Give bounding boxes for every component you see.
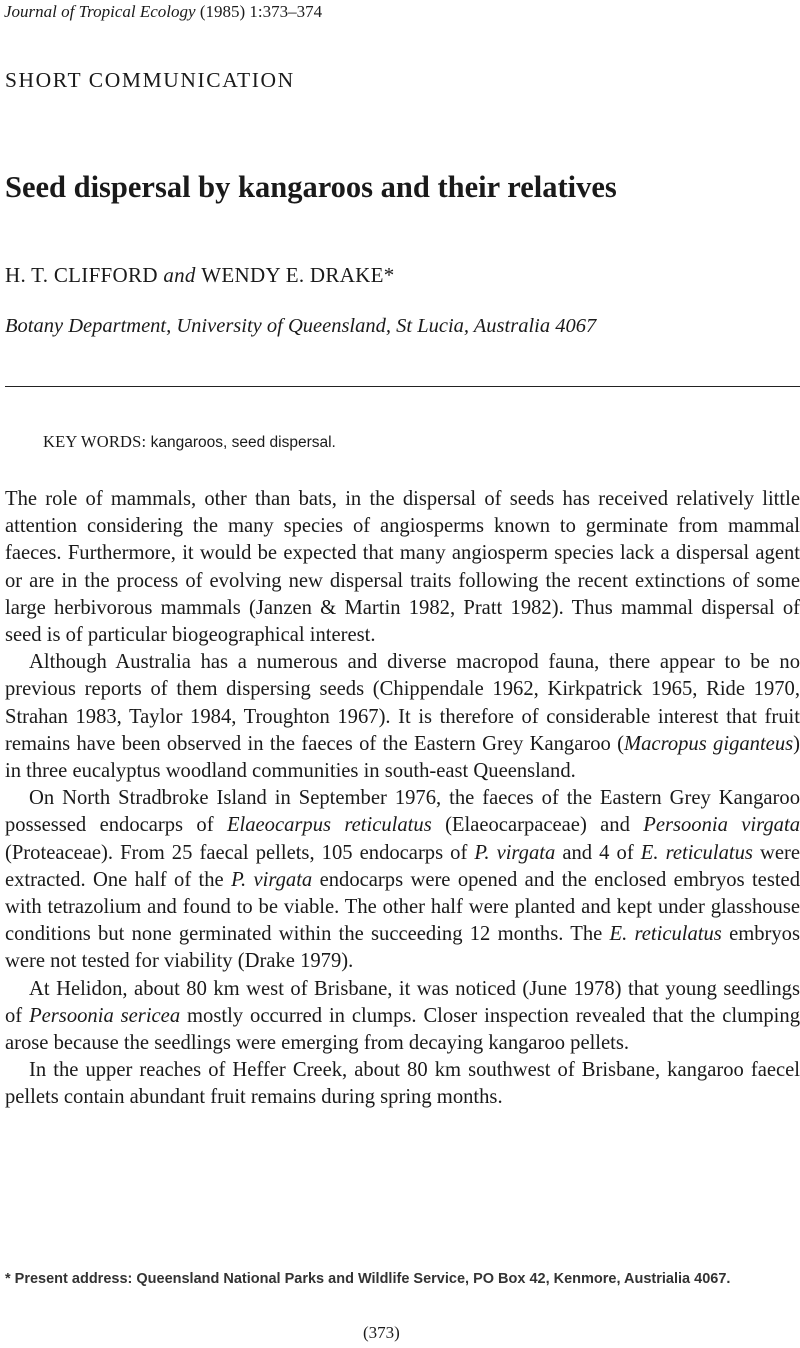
journal-citation [4,2,322,22]
page-number: (373) [363,1323,400,1342]
species-name: P. virgata [231,868,313,891]
paragraph-3-text-g: embryos were not tested for viability (Drake 1979). [5,923,800,973]
species-name: Persoonia sericea [29,1004,181,1027]
paragraph-4-text-a: At Helidon, about 80 km west of Brisbane, it was noticed (June 1978) that young seedlings of [5,977,800,1027]
paragraph-5: In the upper reaches of Heffer Creek, about 80 km southwest of Brisbane, kangaroo faecel pellets contain abundant fruit remains during spring months. [5,1059,800,1109]
author-2: WENDY E. DRAKE* [201,263,395,287]
header-divider [5,386,800,387]
keywords-label: KEY WORDS: [43,432,147,451]
paragraph-2-text-a: Although Australia has a numerous and diverse macropod fauna, there appear to be no previous reports of them dispersing seeds (Chippendale 1962, Kirkpatrick 1965, Ride 1970, Strahan 1983, Taylor 1984, Troughton 1967). It is therefore of considerable interest that fruit remains have been observed in the faeces of the Eastern Grey Kangaroo ( [5,651,800,755]
paragraph-3-text-f: endocarps were opened and the enclosed embryos tested with tetrazolium and found to be viable. The other half were planted and kept under glasshouse conditions but none germinated within the succeeding 12 months. The [5,868,800,946]
paragraph-2-text-b: ) in three eucalyptus woodland communities in south-east Queensland. [5,732,800,783]
species-name: E. reticulatus [640,841,753,864]
species-name: E. reticulatus [609,923,722,946]
affiliation: Botany Department, University of Queensland, St Lucia, Australia 4067 [5,315,597,337]
article-title: Seed dispersal by kangaroos and their relatives [5,170,617,204]
species-name: Macropus giganteus [623,732,794,755]
author-conjunction: and [157,263,202,287]
author-1: H. T. CLIFFORD [5,263,158,287]
paragraph-3-text-d: and 4 of [555,841,641,864]
paragraph-3-text-c: (Proteaceae). From 25 faecal pellets, 105 endocarps of [5,841,475,864]
author-line [5,263,395,288]
citation-details: (1985) 1:373–374 [195,2,323,21]
paragraph-4-text-b: mostly occurred in clumps. Closer inspection revealed that the clumping arose because the seedlings were emerging from decaying kangaroo pellets. [5,1004,800,1055]
species-name: Persoonia virgata [643,814,800,837]
footnote: * Present address: Queensland National Parks and Wildlife Service, PO Box 42, Kenmore, Austrialia 4067. [5,1271,731,1287]
paragraph-3-text-b: (Elaeocarpaceae) and [431,814,644,837]
paragraph-2 [5,649,800,785]
article-body [5,486,800,1112]
paragraph-3-text-a: On North Stradbroke Island in September 1976, the faeces of the Eastern Grey Kangaroo possessed endocarps of [5,787,800,837]
paragraph-4 [5,976,800,1058]
keywords-text: kangaroos, seed dispersal. [146,434,336,451]
section-label: SHORT COMMUNICATION [5,68,295,92]
paragraph-3-text-e: were extracted. One half of the [5,841,800,891]
paragraph-1: The role of mammals, other than bats, in the dispersal of seeds has received relatively little attention considering the many species of angiosperms known to germinate from mammal faeces. Furthermore, it would be expected that many angiosperm species lack a dispersal agent or are in the process of evolving new dispersal traits following the recent extinctions of some large herbivorous mammals (Janzen & Martin 1982, Pratt 1982). Thus mammal dispersal of seed is of particular biogeographical interest. [5,488,800,647]
species-name: P. virgata [474,841,556,864]
paragraph-3 [5,785,800,975]
keywords-line [43,432,336,452]
journal-name: Journal of Tropical Ecology [4,2,196,21]
species-name: Elaeocarpus reticulatus [226,814,432,837]
